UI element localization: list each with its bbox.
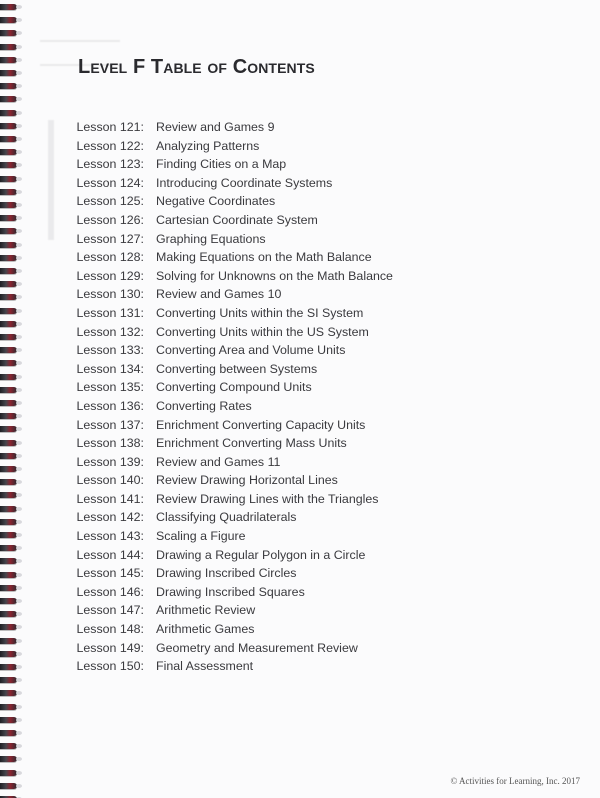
lesson-number: Lesson 134: (76, 361, 144, 376)
lesson-title: Converting Units within the US System (156, 324, 369, 339)
toc-entry (0, 118, 600, 137)
lesson-title: Analyzing Patterns (156, 138, 260, 153)
lesson-title: Solving for Unknowns on the Math Balance (156, 268, 393, 283)
lesson-title: Scaling a Figure (156, 529, 246, 544)
lesson-number: Lesson 144: (76, 547, 144, 562)
lesson-title: Cartesian Coordinate System (156, 212, 318, 227)
toc-entry (0, 304, 600, 323)
lesson-number: Lesson 143: (76, 529, 144, 544)
toc-entry (0, 192, 600, 211)
lesson-number: Lesson 132: (76, 324, 144, 339)
lesson-title: Drawing Inscribed Squares (156, 584, 305, 599)
binding-coil (0, 44, 17, 50)
lesson-number: Lesson 127: (76, 231, 144, 246)
toc-entry (0, 155, 600, 174)
toc-entry (0, 583, 600, 602)
lesson-number: Lesson 124: (76, 175, 144, 190)
toc-entry (0, 639, 600, 658)
toc-entry (0, 601, 600, 620)
lesson-title: Introducing Coordinate Systems (156, 175, 333, 190)
lesson-title: Review and Games 9 (156, 120, 275, 134)
lesson-number: Lesson 133: (76, 343, 144, 358)
table-of-contents (0, 118, 600, 676)
toc-entry (0, 341, 600, 360)
toc-entry (0, 490, 600, 509)
toc-entry (0, 453, 600, 472)
lesson-number: Lesson 131: (76, 305, 144, 320)
lesson-title: Final Assessment (156, 659, 254, 674)
binding-coil (0, 4, 17, 10)
lesson-number: Lesson 122: (76, 138, 144, 153)
binding-coil (0, 704, 17, 710)
lesson-title: Review Drawing Lines with the Triangles (156, 491, 379, 506)
toc-entry (0, 527, 600, 546)
toc-entry (0, 211, 600, 230)
toc-entry (0, 508, 600, 527)
lesson-number: Lesson 121: (76, 120, 144, 134)
lesson-title: Classifying Quadrilaterals (156, 510, 297, 525)
binding-coil (0, 57, 17, 63)
lesson-number: Lesson 126: (76, 212, 144, 227)
lesson-title: Drawing a Regular Polygon in a Circle (156, 547, 366, 562)
toc-entry (0, 267, 600, 286)
binding-coil (0, 783, 17, 789)
lesson-number: Lesson 130: (76, 287, 144, 302)
binding-coil (0, 30, 17, 36)
lesson-number: Lesson 136: (76, 398, 144, 413)
toc-entry (0, 174, 600, 193)
lesson-number: Lesson 138: (76, 436, 144, 451)
page-title: Level F Table of Contents (78, 56, 315, 78)
toc-entry (0, 416, 600, 435)
lesson-title: Converting Rates (156, 398, 252, 413)
binding-coil (0, 83, 17, 89)
lesson-number: Lesson 137: (76, 417, 144, 432)
toc-entry (0, 471, 600, 490)
lesson-title: Converting Units within the SI System (156, 305, 364, 320)
lesson-number: Lesson 145: (76, 566, 144, 581)
binding-coil (0, 110, 17, 116)
binding-coil (0, 17, 17, 23)
lesson-number: Lesson 128: (76, 250, 144, 265)
binding-coil (0, 70, 17, 76)
lesson-title: Arithmetic Games (156, 622, 255, 637)
lesson-title: Drawing Inscribed Circles (156, 566, 297, 581)
lesson-title: Review and Games 10 (156, 287, 282, 302)
binding-coil (0, 743, 17, 749)
binding-coil (0, 96, 17, 102)
lesson-title: Geometry and Measurement Review (156, 640, 358, 655)
lesson-title: Making Equations on the Math Balance (156, 250, 372, 265)
toc-entry (0, 564, 600, 583)
toc-entry (0, 397, 600, 416)
lesson-number: Lesson 135: (76, 380, 144, 395)
toc-entry (0, 137, 600, 156)
lesson-number: Lesson 125: (76, 194, 144, 209)
toc-entry (0, 360, 600, 379)
toc-entry (0, 248, 600, 267)
toc-entry (0, 230, 600, 249)
lesson-number: Lesson 146: (76, 584, 144, 599)
lesson-number: Lesson 129: (76, 268, 144, 283)
toc-entry (0, 620, 600, 639)
binding-coil (0, 717, 17, 723)
toc-entry (0, 546, 600, 565)
lesson-title: Enrichment Converting Mass Units (156, 436, 347, 451)
binding-coil (0, 690, 17, 696)
lesson-title: Arithmetic Review (156, 603, 256, 618)
lesson-title: Review and Games 11 (156, 454, 281, 469)
lesson-number: Lesson 139: (76, 454, 144, 469)
binding-coil (0, 756, 17, 762)
toc-entry (0, 434, 600, 453)
binding-coil (0, 770, 17, 776)
lesson-number: Lesson 147: (76, 603, 144, 618)
lesson-number: Lesson 150: (76, 659, 144, 674)
lesson-title: Converting between Systems (156, 361, 318, 376)
toc-entry (0, 378, 600, 397)
lesson-title: Graphing Equations (156, 231, 266, 246)
lesson-number: Lesson 140: (76, 473, 144, 488)
lesson-number: Lesson 141: (76, 491, 144, 506)
lesson-title: Review Drawing Horizontal Lines (156, 473, 338, 488)
lesson-title: Converting Area and Volume Units (156, 343, 346, 358)
binding-coil (0, 677, 17, 683)
lesson-number: Lesson 149: (76, 640, 144, 655)
lesson-title: Negative Coordinates (156, 194, 276, 209)
lesson-title: Finding Cities on a Map (156, 157, 287, 172)
toc-entry (0, 657, 600, 676)
lesson-number: Lesson 123: (76, 157, 144, 172)
lesson-number: Lesson 148: (76, 622, 144, 637)
toc-entry (0, 323, 600, 342)
copyright-notice: © Activities for Learning, Inc. 2017 (450, 776, 580, 786)
lesson-number: Lesson 142: (76, 510, 144, 525)
lesson-title: Enrichment Converting Capacity Units (156, 417, 366, 432)
toc-entry (0, 285, 600, 304)
lesson-title: Converting Compound Units (156, 380, 312, 395)
binding-coil (0, 730, 17, 736)
